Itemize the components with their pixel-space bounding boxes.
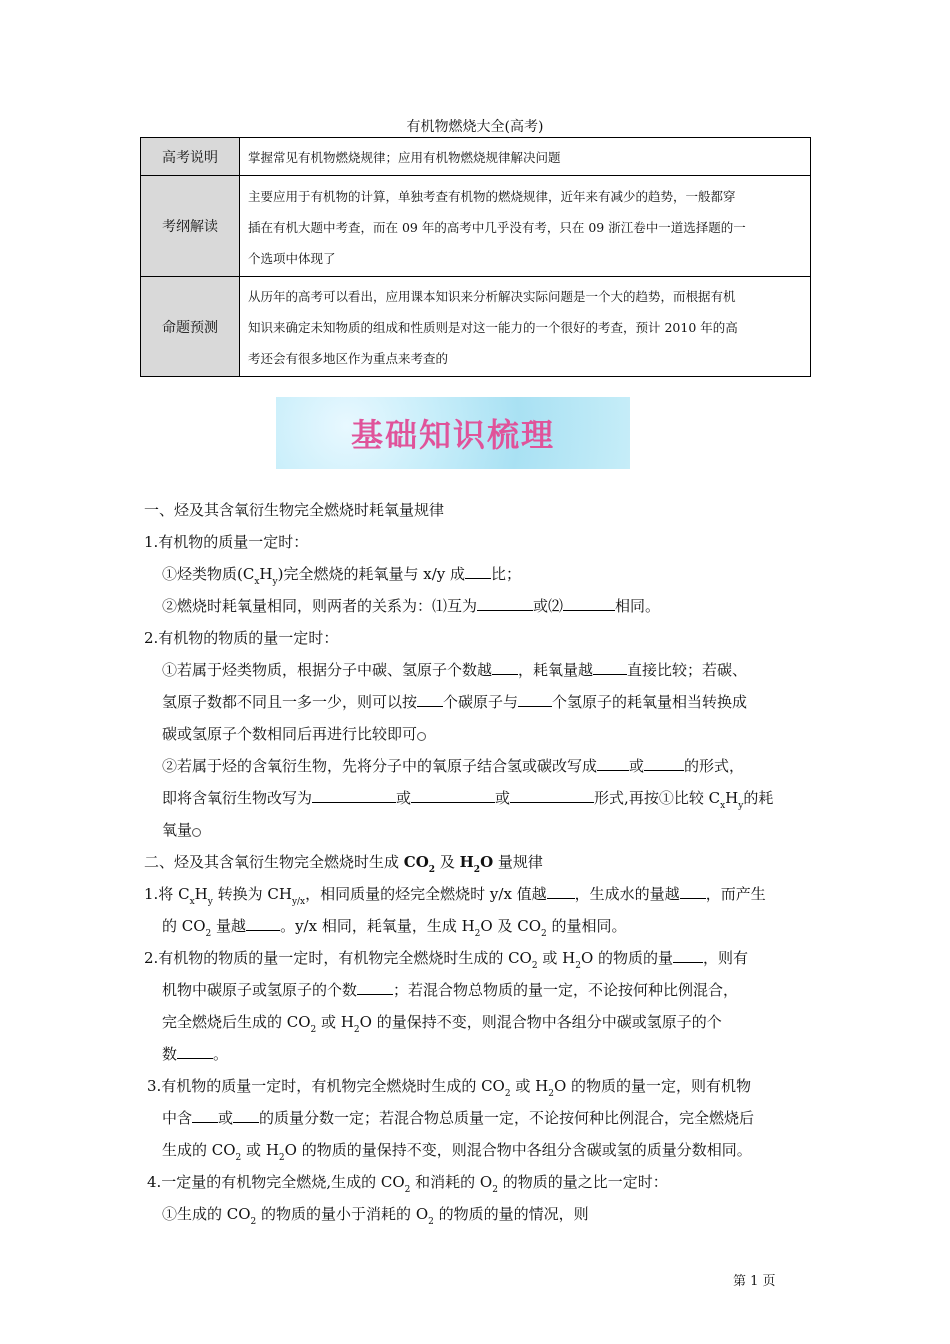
paragraph: 2.有机物的物质的量一定时，有机物完全燃烧时生成的 $CO_2$ 或 $H_2O$ 的物质的量 ，则有 — [144, 949, 749, 971]
section-banner — [276, 397, 630, 469]
paragraph: 3.有机物的质量一定时，有机物完全燃烧时生成的 $CO_2$ 或 $H_2O$ 的物质的量一定，则有机物 — [147, 1077, 752, 1099]
paragraph: ②若属于烃的含氧衍生物，先将分子中的氧原子结合氢或碳改写成 或 的形式， — [162, 757, 745, 775]
row-content — [240, 138, 811, 176]
content-line: 从历年的高考可以看出，应用课本知识来分析解决实际问题是一个大的趋势，而根据有机 — [248, 289, 736, 304]
row-label: 命题预测 — [141, 277, 240, 377]
paragraph: ①烃类物质$(C_xH_y)$完全燃烧的耗氧量与 x/y 成 比； — [162, 565, 522, 587]
info-table — [140, 137, 811, 377]
paragraph: 数 。 — [162, 1045, 229, 1063]
paragraph: ①生成的 $CO_2$ 的物质的量小于消耗的 $O_2$ 的物质的量的情况，则 — [162, 1205, 589, 1227]
content-line: 考还会有很多地区作为重点来考查的 — [248, 351, 449, 366]
page-number: 第 1 页 — [733, 1274, 776, 1289]
table-row — [141, 277, 811, 377]
table-row — [141, 138, 811, 176]
row-content — [240, 277, 811, 377]
paragraph: 2.有机物的物质的量一定时： — [144, 629, 339, 647]
paragraph: 完全燃烧后生成的 $CO_2$ 或 $H_2O$ 的量保持不变，则混合物中各组分中碳或氢原子的个 — [162, 1013, 722, 1035]
paragraph: 碳或氢原子个数相同后再进行比较即可 — [162, 723, 426, 744]
paragraph: 即将含氧衍生物改写为 或 或 形式,再按①比较 $C_xH_y$的耗 — [162, 789, 774, 811]
row-content — [240, 176, 811, 277]
paragraph: 4.一定量的有机物完全燃烧,生成的 $CO_2$ 和消耗的 $O_2$ 的物质的量之比一定时： — [147, 1173, 668, 1195]
paragraph: 1.有机物的质量一定时： — [144, 533, 309, 551]
paragraph: 1.将 $C_xH_y$ 转换为 $CH_{y/x}$，相同质量的烃完全燃烧时 y/x 值越 ，生成水的量越 ，而产生 — [144, 885, 766, 907]
section-heading: 一、烃及其含氧衍生物完全燃烧时耗氧量规律 — [144, 501, 445, 519]
paragraph: 氧量 — [162, 819, 201, 840]
content-line: 个选项中体现了 — [248, 250, 336, 266]
row-label: 考纲解读 — [141, 176, 240, 277]
row-label: 高考说明 — [141, 138, 240, 176]
paragraph: 机物中碳原子或氢原子的个数 ；若混合物总物质的量一定，不论按何种比例混合， — [162, 981, 739, 999]
content-line: 插在有机大题中考查，而在 09 年的高考中几乎没有考，只在 09 浙江卷中一道选择题的一 — [248, 219, 746, 235]
banner-text: 基础知识梳理 — [350, 416, 555, 454]
paragraph: 中含 或 的质量分数一定；若混合物总质量一定，不论按何种比例混合，完全燃烧后 — [162, 1109, 755, 1127]
circle-mark-icon — [417, 732, 426, 741]
table-row — [141, 176, 811, 277]
page-title: 有机物燃烧大全(高考) — [406, 119, 544, 135]
circle-mark-icon — [192, 828, 201, 837]
content-line: 知识来确定未知物质的组成和性质则是对这一能力的一个很好的考查，预计 2010 年的高 — [248, 320, 738, 335]
section-heading: 二、烃及其含氧衍生物完全燃烧时生成 $CO_2$ 及 $H_2O$ 量规律 — [144, 853, 543, 875]
paragraph: 氢原子数都不同且一多一少，则可以按 个碳原子与 个氢原子的耗氧量相当转换成 — [162, 693, 748, 711]
paragraph: ②燃烧时耗氧量相同，则两者的关系为：⑴互为 或⑵ 相同。 — [162, 597, 661, 615]
content-line: 掌握常见有机物燃烧规律；应用有机物燃烧规律解决问题 — [248, 150, 561, 165]
paragraph: 生成的 $CO_2$ 或 $H_2O$ 的物质的量保持不变，则混合物中各组分含碳或氢的质量分数相同。 — [162, 1141, 752, 1163]
paragraph: ①若属于烃类物质，根据分子中碳、氢原子个数越 ，耗氧量越 直接比较；若碳、 — [162, 661, 748, 679]
paragraph: 的 $CO_2$ 量越 。y/x 相同，耗氧量，生成 $H_2O$ 及 $CO_2$ 的量相同。 — [162, 917, 627, 939]
content-line: 主要应用于有机物的计算，单独考查有机物的燃烧规律，近年来有减少的趋势，一般都穿 — [248, 188, 736, 204]
